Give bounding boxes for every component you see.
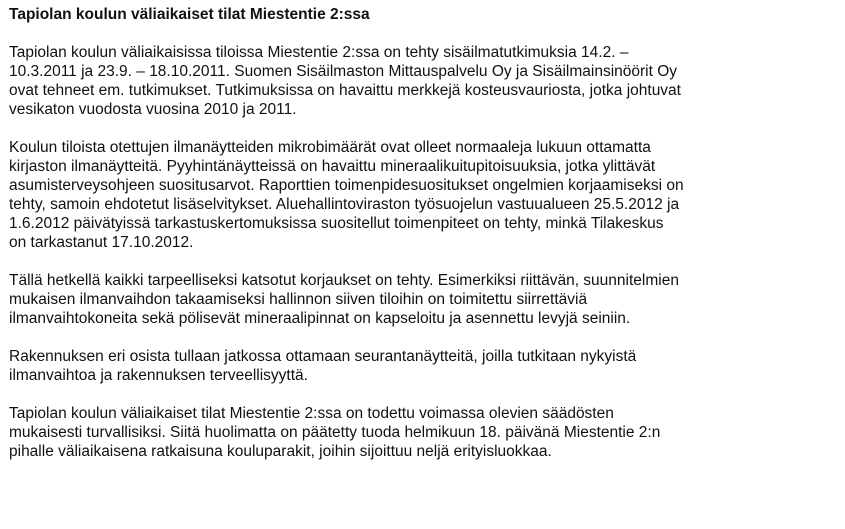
paragraph-5 (9, 404, 839, 461)
paragraph-line: mukaisen ilmanvaihdon takaamiseksi hallinnon siiven tiloihin on toimitettu siirrettäviä (9, 291, 588, 308)
paragraph-line: 10.3.2011 ja 23.9. – 18.10.2011. Suomen Sisäilmaston Mittauspalvelu Oy ja Sisäilmainsinöörit Oy (9, 63, 678, 80)
paragraph-line: Tällä hetkellä kaikki tarpeelliseksi katsotut korjaukset on tehty. Esimerkiksi riittävän, suunnitelmien (9, 272, 679, 289)
paragraph-line: pihalle väliaikaisena ratkaisuna kouluparakit, joihin sijoittuu neljä erityisluokkaa. (9, 443, 552, 460)
paragraph-4 (9, 347, 839, 385)
paragraph-line: asumisterveysohjeen suositusarvot. Raporttien toimenpidesuositukset ongelmien korjaamiseksi on (9, 177, 684, 194)
paragraph-line: tehty, samoin ehdotetut lisäselvitykset. Aluehallintoviraston työsuojelun vastuualueen 25.5.2012 ja (9, 196, 680, 213)
paragraph-line: mukaisesti turvallisiksi. Siitä huolimatta on päätetty tuoda helmikuun 18. päivänä Miestentie 2:n (9, 424, 661, 441)
paragraph-line: Rakennuksen eri osista tullaan jatkossa ottamaan seurantanäytteitä, joilla tutkitaan nykyistä (9, 348, 637, 365)
paragraph-line: ovat tehneet em. tutkimukset. Tutkimuksissa on havaittu merkkejä kosteusvauriosta, jotka johtuvat (9, 82, 681, 99)
paragraph-line: Tapiolan koulun väliaikaisissa tiloissa Miestentie 2:ssa on tehty sisäilmatutkimuksia 14.2. – (9, 44, 629, 61)
paragraph-line: Koulun tiloista otettujen ilmanäytteiden mikrobimäärät ovat olleet normaaleja lukuun ottamatta (9, 139, 651, 156)
paragraph-3 (9, 271, 839, 328)
paragraph-line: kirjaston ilmanäytteitä. Pyyhintänäytteissä on havaittu mineraalikuitupitoisuuksia, jotka ylittävät (9, 158, 656, 175)
paragraph-line: ilmanvaihtoa ja rakennuksen terveellisyyttä. (9, 367, 308, 384)
paragraph-2 (9, 138, 839, 252)
paragraph-1 (9, 43, 839, 119)
paragraph-line: vesikaton vuodosta vuosina 2010 ja 2011. (9, 101, 297, 118)
document-title: Tapiolan koulun väliaikaiset tilat Miestentie 2:ssa (9, 6, 370, 23)
paragraph-line: ilmanvaihtokoneita sekä pölisevät mineraalipinnat on kapseloitu ja asennettu levyjä seiniin. (9, 310, 631, 327)
paragraph-line: Tapiolan koulun väliaikaiset tilat Miestentie 2:ssa on todettu voimassa olevien säädösten (9, 405, 614, 422)
document (9, 5, 839, 480)
paragraph-line: 1.6.2012 päivätyissä tarkastuskertomuksissa suositellut toimenpiteet on tehty, minkä Tilakeskus (9, 215, 664, 232)
paragraph-line: on tarkastanut 17.10.2012. (9, 234, 194, 251)
